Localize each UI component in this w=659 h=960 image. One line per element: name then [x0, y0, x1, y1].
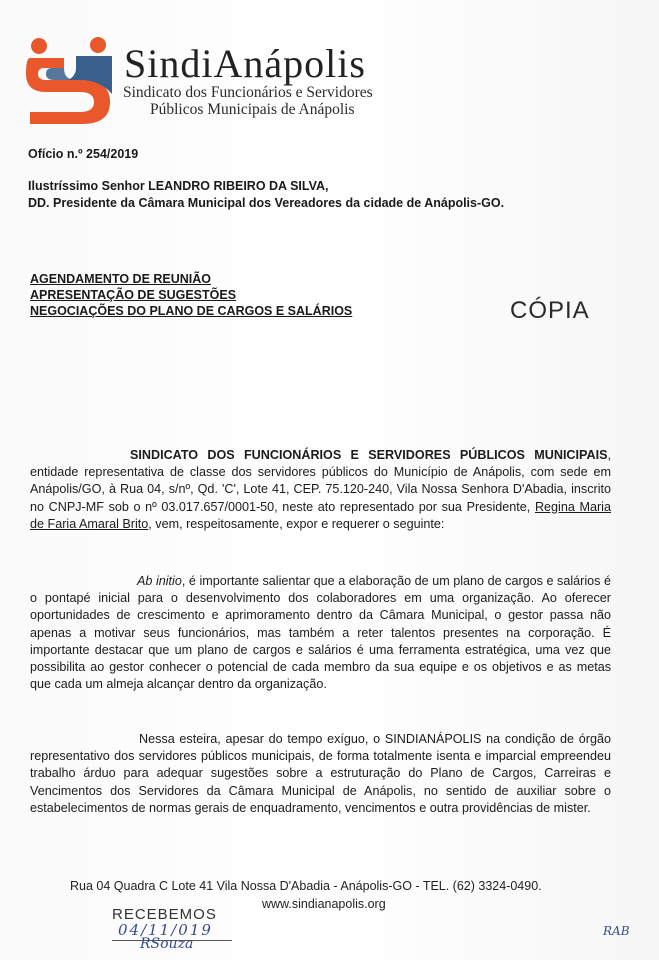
- addressee-title: DD. Presidente da Câmara Municipal dos Vereadores da cidade de Anápolis-GO.: [28, 196, 505, 210]
- subject-item: NEGOCIAÇÕES DO PLANO DE CARGOS E SALÁRIOS: [30, 304, 353, 318]
- addressee-block: [28, 178, 648, 212]
- oficio-number: Ofício n.º 254/2019: [28, 147, 139, 161]
- receipt-stamp-date: 04/11/019: [118, 921, 213, 939]
- paragraph-nessa-esteira: Nessa esteira, apesar do tempo exíguo, o SINDIANÁPOLIS na condição de órgão representativo dos servidores públicos municipais, de forma totalmente isenta e imparcial empreendeu trabalho árduo para adequar sugestões sobre a estruturação do Plano de Cargos, Carreiras e Vencimentos dos Servidores da Câmara Municipal de Anápolis, no sentido de auxiliar sobre o estabelecimentos de normas gerais de enquadramento, vencimentos e outra providências de mister.: [30, 732, 611, 815]
- brand-subtitle-line2: Públicos Municipais de Anápolis: [150, 101, 355, 118]
- paragraph-ab-initio: Ab initio, é importante salientar que a elaboração de um plano de cargos e salários é o pontapé inicial para o desenvolvimento dos colaboradores em uma organização. Ao oferecer oportunidades de crescimento e aprimoramento dentro da Câmara Municipal, o gestor passa não apenas a motivar seus funcionários, mas também a reter talentos presentes na corporação. É importante destacar que um plano de cargos e salários é uma ferramenta estratégica, uma vez que possibilita ao gestor conhecer o potencial de cada membro da sua equipe e os objetivos e as metas que cada um almeja alcançar dentro da organização.: [30, 574, 611, 692]
- brand-subtitle-line1: Sindicato dos Funcionários e Servidores: [123, 84, 373, 101]
- union-name: SINDICATO DOS FUNCIONÁRIOS E SERVIDORES PÚBLICOS MUNICIPAIS: [130, 448, 608, 462]
- footer-website: www.sindianapolis.org: [262, 897, 386, 911]
- subject-item: APRESENTAÇÃO DE SUGESTÕES: [30, 288, 237, 302]
- paragraph-introduction: SINDICATO DOS FUNCIONÁRIOS E SERVIDORES PÚBLICOS MUNICIPAIS, entidade representativa de classe dos servidores públicos do Município de Anápolis, com sede em Anápolis/GO, à Rua 04, s/nº, Qd. 'C', Lote 41, CEP. 75.120-240, Vila Nossa Senhora D'Abadia, inscrito no CNPJ-MF sob o nº 03.017.657/0001-50, neste ato representado por sua Presidente, Regina Maria de Faria Amaral Brito, vem, respeitosamente, expor e requerer o seguinte:: [30, 448, 611, 531]
- footer-address: Rua 04 Quadra C Lote 41 Vila Nossa D'Abadia - Anápolis-GO - TEL. (62) 3324-0490.: [70, 879, 542, 893]
- handwritten-initials: RAB: [603, 924, 630, 938]
- copia-stamp: CÓPIA: [510, 297, 590, 324]
- addressee-name: LEANDRO RIBEIRO DA SILVA,: [148, 179, 329, 193]
- sindianapolis-logo: [24, 36, 118, 126]
- brand-name: SindiAnápolis: [124, 41, 366, 86]
- addressee-prefix: Ilustríssimo Senhor: [28, 179, 149, 193]
- president-name: Regina Maria de Faria Amaral Brito: [30, 499, 611, 531]
- receipt-signature: RSouza: [140, 936, 194, 952]
- receipt-stamp-label: RECEBEMOS: [112, 906, 217, 923]
- subject-list: [30, 271, 352, 319]
- ab-initio-phrase: Ab initio: [137, 574, 182, 588]
- subject-item: AGENDAMENTO DE REUNIÃO: [30, 272, 212, 286]
